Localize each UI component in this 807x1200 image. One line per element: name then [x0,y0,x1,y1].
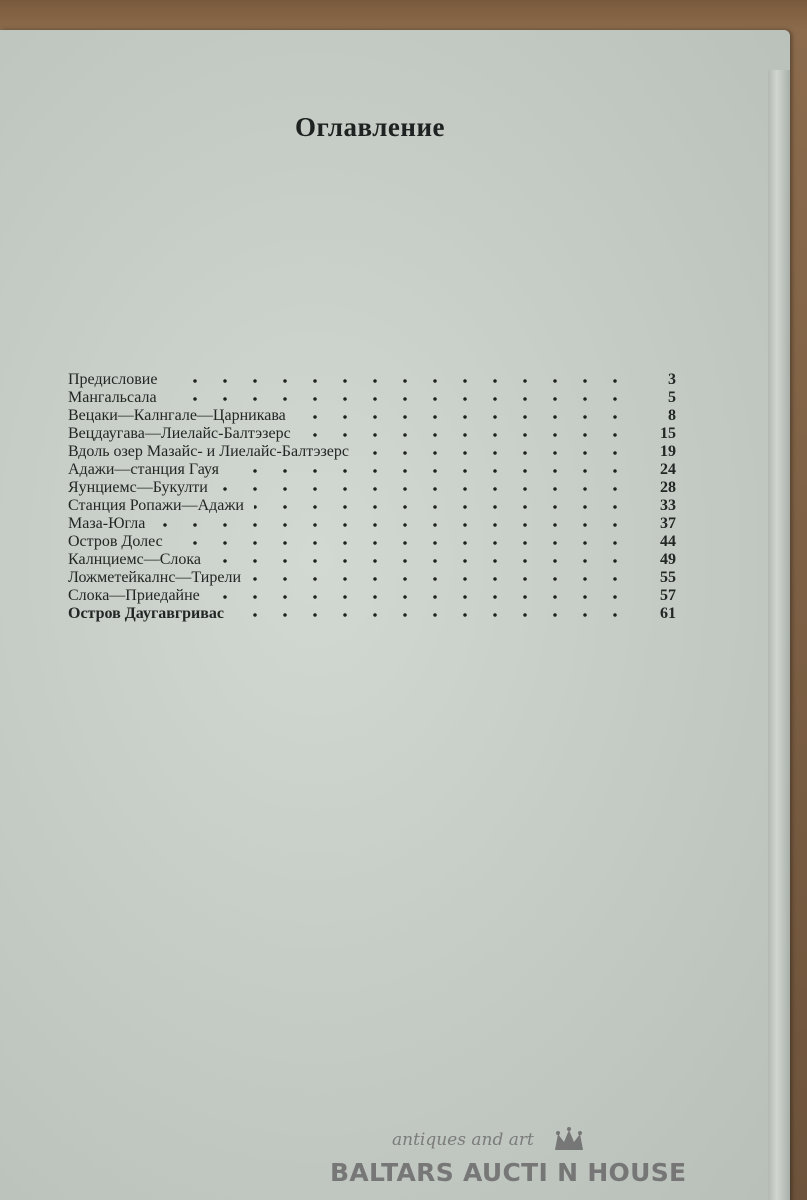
page-edge [768,70,790,1200]
toc-entry-label: Вецаки—Калнгале—Царникава [68,407,286,424]
dot-leader [155,523,630,527]
watermark-tagline: antiques and art [392,1130,534,1150]
toc-entry-label: Адажи—станция Гауя [68,461,219,478]
dot-leader [251,577,630,581]
dot-leader [359,451,630,455]
toc-page-number: 8 [668,407,676,424]
toc-row [68,533,676,551]
toc-page-number: 37 [660,515,676,532]
toc-row [68,425,676,443]
toc-row [68,479,676,497]
toc-page-number: 15 [660,425,676,442]
dot-leader [211,559,630,563]
toc-row [68,515,676,533]
auction-watermark [330,1130,730,1200]
toc-page-number: 33 [660,497,676,514]
toc-row [68,461,676,479]
toc-entry-label: Вецдаугава—Лиелайс-Балтэзерс [68,425,291,442]
dot-leader [234,613,630,617]
toc-page-number: 5 [668,389,676,406]
dot-leader [296,415,630,419]
toc-row [68,371,676,389]
toc-row [68,407,676,425]
watermark-name: BALTARS AUCTI N HOUSE [330,1158,687,1187]
toc-page-number: 28 [660,479,676,496]
toc-row [68,497,676,515]
dot-leader [229,469,630,473]
toc-entry-label: Мангальсала [68,389,157,406]
toc-entry-label: Вдоль озер Мазайс- и Лиелайс-Балтэзерс [68,443,349,460]
toc-page-number: 19 [660,443,676,460]
toc-row [68,605,676,623]
toc-row [68,551,676,569]
toc-entry-label: Станция Ропажи—Адажи [68,497,244,514]
dot-leader [254,505,630,509]
toc-row [68,389,676,407]
toc-entry-label: Яунциемс—Букулти [68,479,208,496]
toc-entry-label: Остров Долес [68,533,163,550]
toc-page-number: 3 [668,371,676,388]
toc-entry-label: Слока—Приедайне [68,587,200,604]
dot-leader [301,433,630,437]
toc-row [68,569,676,587]
toc-page-number: 44 [660,533,676,550]
dot-leader [173,541,630,545]
toc-page-number: 61 [660,605,676,622]
toc-page-number: 24 [660,461,676,478]
dot-leader [167,397,630,401]
toc-entry-label: Калнциемс—Слока [68,551,201,568]
page-title: Оглавление [295,112,445,142]
toc-row [68,443,676,461]
dot-leader [210,595,630,599]
toc-entry-label: Предисловие [68,371,158,388]
dot-leader [218,487,630,491]
toc-entry-label: Остров Даугавгривас [68,605,224,622]
toc-page-number: 57 [660,587,676,604]
book-page [0,30,790,1200]
dot-leader [167,379,630,383]
table-of-contents [68,371,676,623]
toc-page-number: 49 [660,551,676,568]
toc-entry-label: Ложметейкалнс—Тирели [68,569,241,586]
toc-entry-label: Маза-Югла [68,515,146,532]
toc-row [68,587,676,605]
crown-icon [552,1126,586,1156]
toc-page-number: 55 [660,569,676,586]
